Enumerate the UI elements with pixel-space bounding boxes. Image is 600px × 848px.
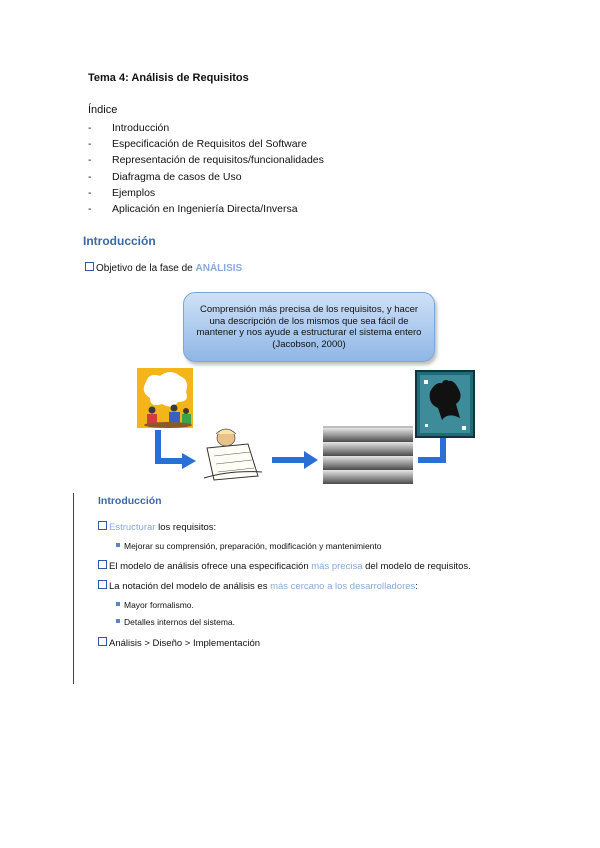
square-bullet-icon — [116, 543, 120, 547]
index-item: - Aplicación en Ingeniería Directa/Inversa — [88, 201, 324, 217]
index-item: - Diafragma de casos de Uso — [88, 169, 324, 185]
sub-bullet: Mayor formalismo. — [116, 600, 194, 610]
sub-bullet: Detalles internos del sistema. — [116, 617, 235, 627]
meeting-clipart-icon — [137, 368, 193, 428]
index-dash: - — [88, 122, 92, 134]
checkbox-bullet-icon — [98, 521, 107, 530]
bullet-structure: Estructurar los requisitos: — [98, 521, 216, 533]
section1-heading: Introducción — [83, 234, 156, 248]
definition-callout: Comprensión más precisa de los requisitos, y hacer una descripción de los mismos que sea fácil de mantener y nos ayude a estructurar el sistema entero (Jacobson, 2000) — [183, 292, 435, 362]
square-bullet-icon — [116, 619, 120, 623]
index-heading: Índice — [88, 104, 118, 116]
index-item: - Especificación de Requisitos del Software — [88, 136, 324, 152]
square-bullet-icon — [116, 602, 120, 606]
sub-bullet: Mejorar su comprensión, preparación, modificación y mantenimiento — [116, 541, 381, 551]
index-dash: - — [88, 170, 92, 183]
index-dash: - — [88, 138, 92, 151]
checkbox-bullet-icon — [98, 560, 107, 569]
objective-highlight: ANÁLISIS — [195, 263, 243, 274]
bullet-precision: El modelo de análisis ofrece una especificación más precisa del modelo de requisitos. — [98, 560, 471, 572]
checkbox-bullet-icon — [98, 580, 107, 589]
index-dash: - — [88, 202, 92, 215]
analyst-clipart-icon — [204, 429, 262, 480]
bullet-notation: La notación del modelo de análisis es más cercano a los desarrolladores: — [98, 580, 418, 592]
checkbox-bullet-icon — [98, 637, 107, 646]
index-dash: - — [88, 186, 92, 199]
objective-line: Objetivo de la fase de ANÁLISIS — [85, 262, 242, 274]
engineer-blueprint-clipart-icon — [416, 371, 474, 437]
index-item: - Ejemplos — [88, 185, 324, 201]
steel-pipes-photo-icon — [323, 426, 413, 484]
index-item: - Representación de requisitos/funcionalidades — [88, 152, 324, 168]
section2-heading: Introducción — [98, 495, 162, 507]
bullet-sequence: Análisis > Diseño > Implementación — [98, 637, 260, 649]
left-margin-rule — [73, 493, 74, 684]
index-dash: - — [88, 154, 92, 167]
index-item: - Introducción — [88, 120, 324, 136]
page-title: Tema 4: Análisis de Requisitos — [88, 72, 249, 84]
